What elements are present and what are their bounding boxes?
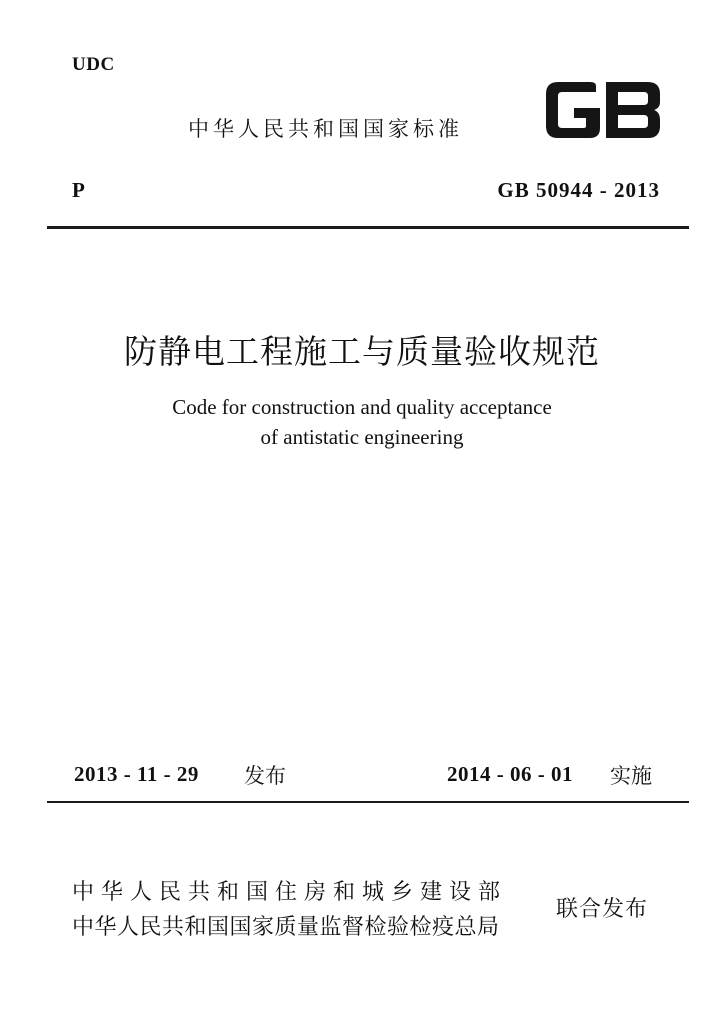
- classification-code: P: [72, 178, 85, 202]
- footer-divider: [47, 801, 689, 803]
- joint-issue-label: 联合发布: [556, 897, 649, 922]
- header-divider: [47, 226, 689, 229]
- standard-number: GB 50944 - 2013: [497, 178, 660, 202]
- issuer-ministry-housing: 中华人民共和国住房和城乡建设部: [72, 880, 508, 905]
- title-chinese: 防静电工程施工与质量验收规范: [124, 332, 600, 371]
- title-english-line1: Code for construction and quality acceptance: [172, 395, 552, 419]
- issue-date: 2013 - 11 - 29: [74, 762, 199, 786]
- title-english-line2: of antistatic engineering: [260, 425, 464, 449]
- national-standard-heading: 中华人民共和国国家标准: [188, 117, 463, 141]
- implementation-label: 实施: [610, 764, 652, 788]
- issuer-aqsiq: 中华人民共和国国家质量监督检验检疫总局: [72, 915, 500, 940]
- udc-label: UDC: [72, 54, 115, 75]
- implementation-date: 2014 - 06 - 01: [447, 762, 573, 786]
- gb-logo: [544, 80, 662, 140]
- issue-label: 发布: [244, 764, 286, 788]
